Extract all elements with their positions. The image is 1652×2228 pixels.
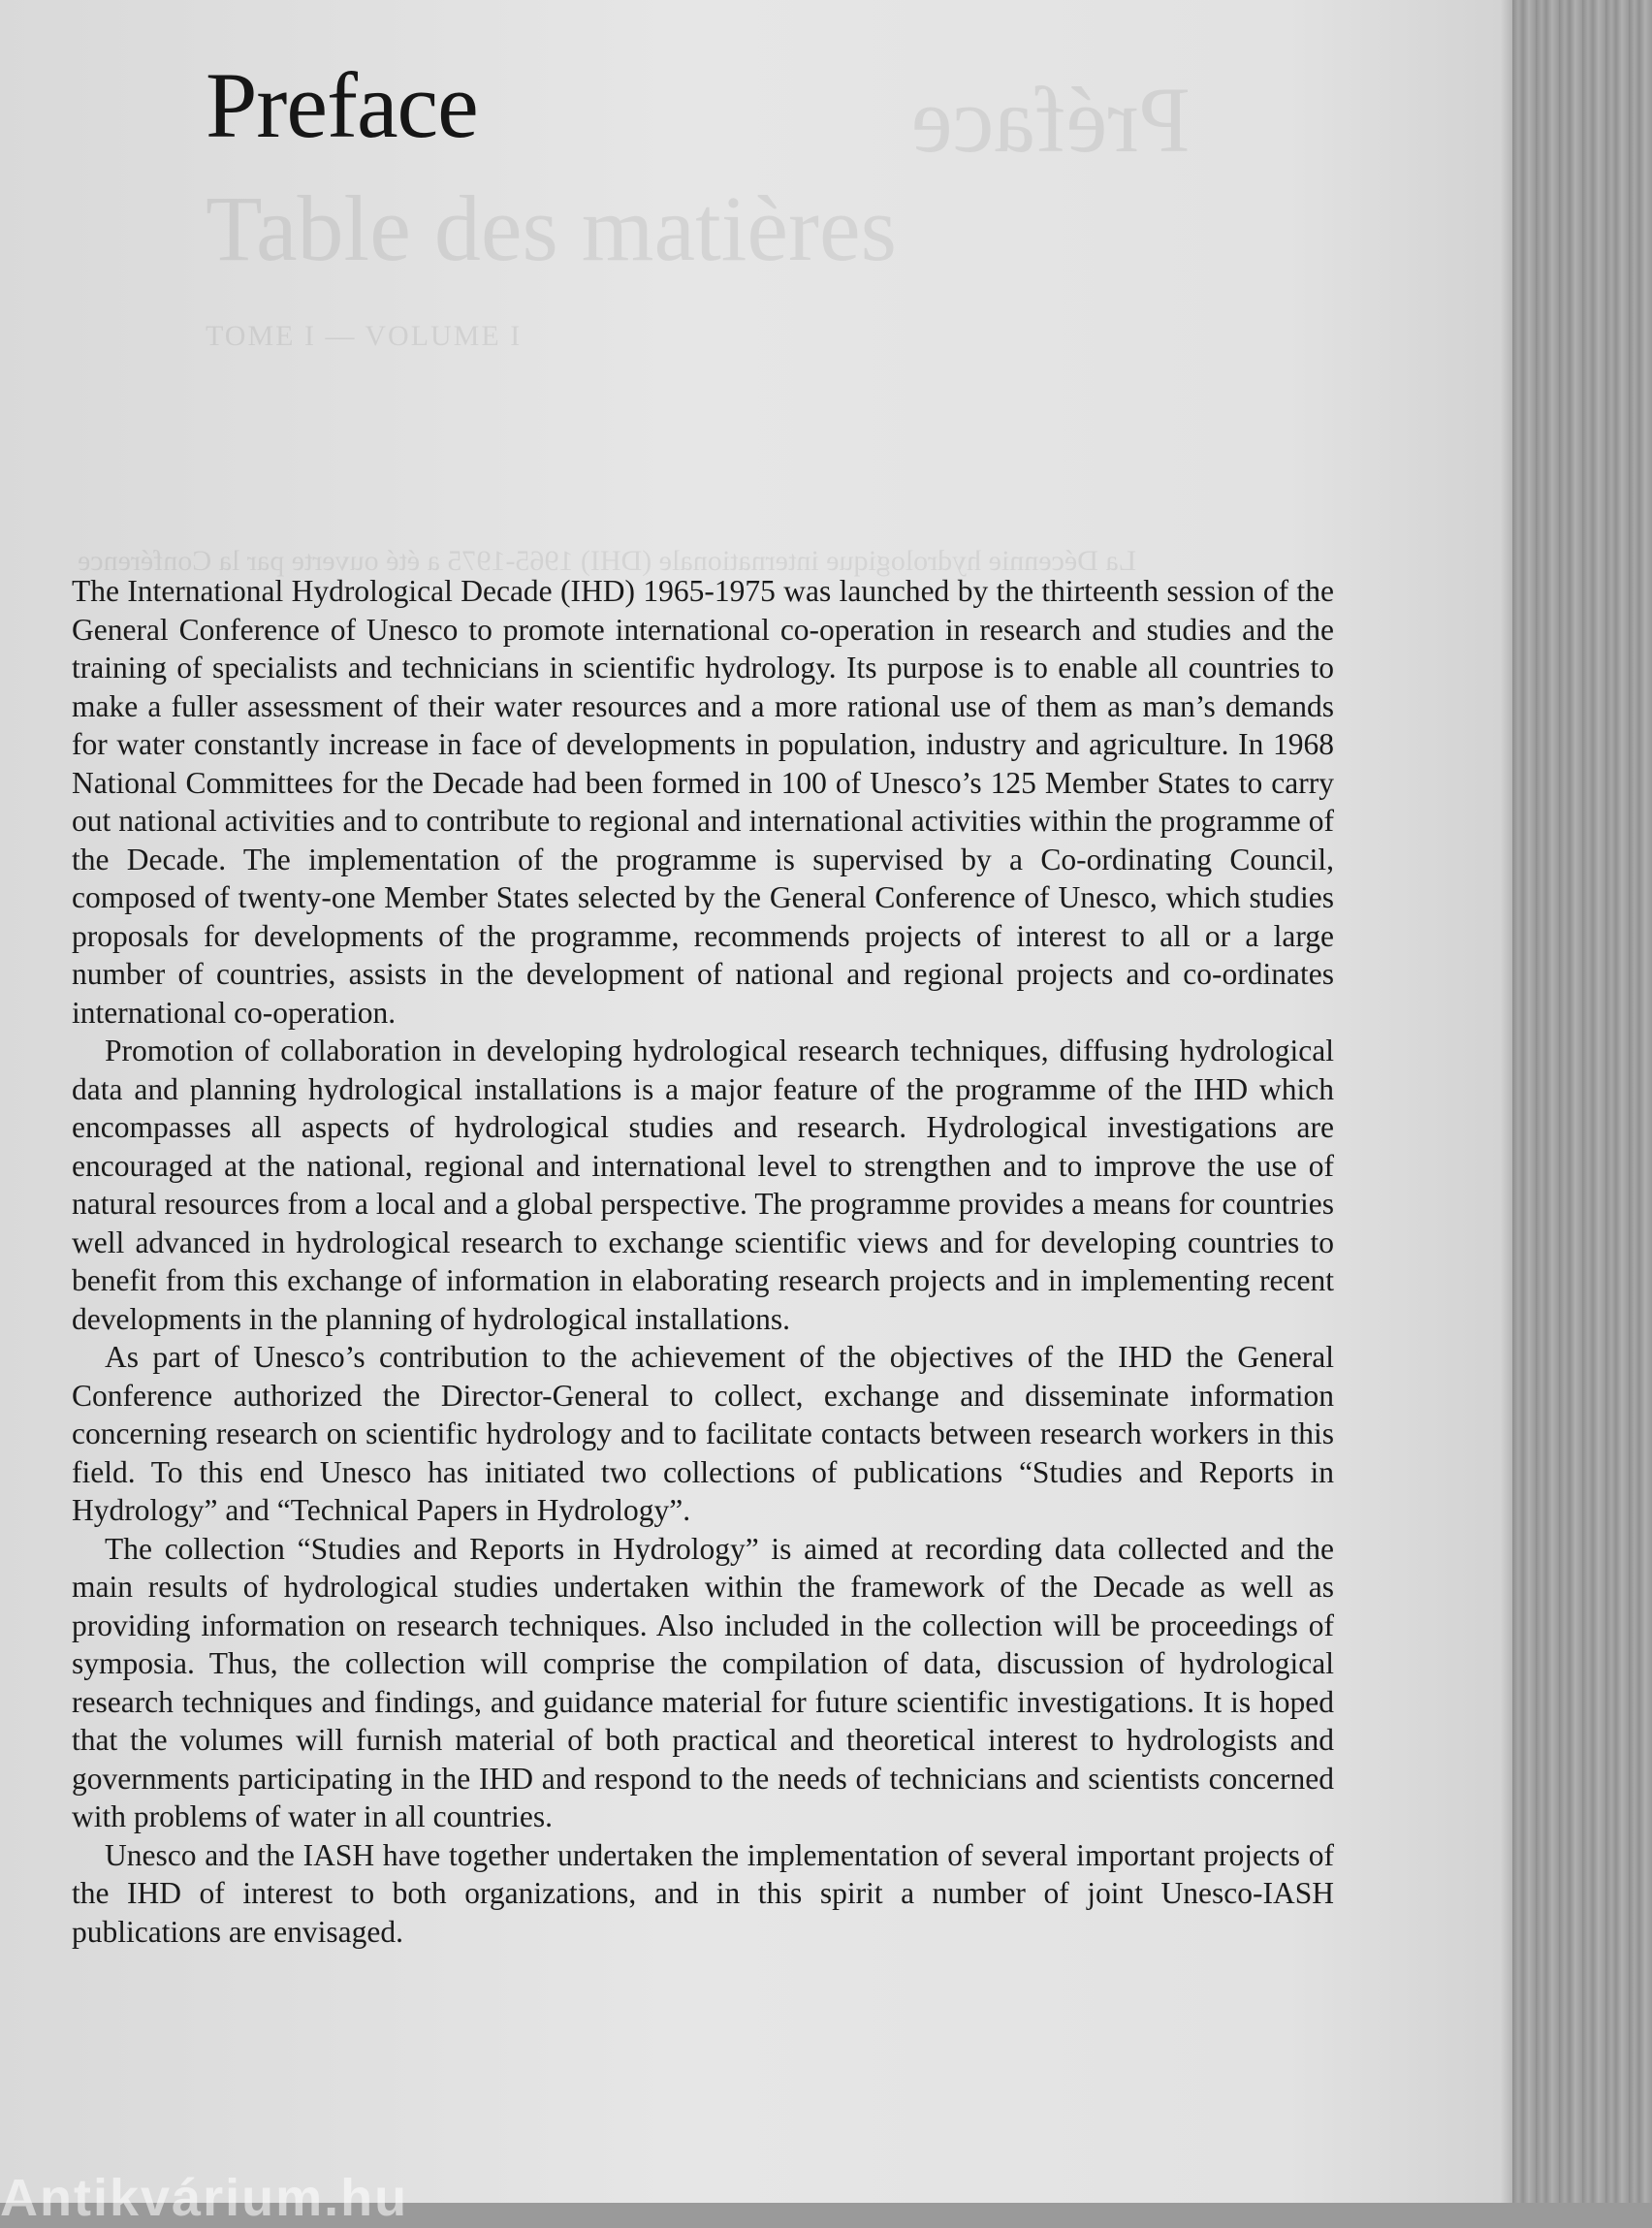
show-through-text: La Décennie hydrologique internationale (DHI) 1965-1975 a été ouverte par la Conférence — [78, 545, 1137, 577]
preface-body — [72, 572, 1334, 1951]
paragraph: As part of Unesco’s contribution to the achievement of the objectives of the IHD the General Conference authorized the Director-General to collect, exchange and disseminate information concerning research on scientific hydrology and to facilitate contacts between research workers in this field. To this end Unesco has initiated two collections of publications “Studies and Reports in Hydrology” and “Technical Papers in Hydrology”. — [72, 1340, 1334, 1527]
book-page-edges — [1512, 0, 1652, 2203]
paragraph: The collection “Studies and Reports in Hydrology” is aimed at recording data collected and the main results of hydrological studies undertaken within the framework of the Decade as well as providing information on research techniques. Also included in the collection will be proceedings of symposia. Thus, the collection will comprise the compilation of data, discussion of hydrological research techniques and findings, and guidance material for future scientific investigations. It is hoped that the volumes will furnish material of both practical and theoretical interest to hydrologists and governments participating in the IHD and respond to the needs of technicians and scientists concerned with problems of water in all countries. — [72, 1531, 1334, 1833]
watermark: Antikvárium.hu — [0, 2169, 409, 2227]
show-through-heading: Table des matières — [206, 176, 897, 280]
show-through-subheading: TOME I — VOLUME I — [206, 320, 523, 352]
paragraph: The International Hydrological Decade (IHD) 1965-1975 was launched by the thirteenth session of the General Conference of Unesco to promote international co-operation in research and studies and the training of specialists and technicians in scientific hydrology. Its purpose is to enable all countries to make a fuller assessment of their water resources and a more rational use of them as man’s demands for water constantly increase in face of developments in population, industry and agriculture. In 1968 National Committees for the Decade had been formed in 100 of Unesco’s 125 Member States to carry out national activities and to contribute to regional and international activities within the programme of the Decade. The implementation of the programme is supervised by a Co-ordinating Council, composed of twenty-one Member States selected by the General Conference of Unesco, which studies proposals for developments of the programme, recommends projects of interest to all or a large number of countries, assists in the development of national and regional projects and co-ordinates international co-operation. — [72, 574, 1334, 1030]
show-through-title: Préface — [911, 68, 1191, 172]
paragraph: Unesco and the IASH have together undertaken the implementation of several important projects of the IHD of interest to both organizations, and in this spirit a number of joint Unesco-IASH publications are envisaged. — [72, 1837, 1334, 1949]
paragraph: Promotion of collaboration in developing hydrological research techniques, diffusing hydrological data and planning hydrological installations is a major feature of the programme of the IHD which encompasses all aspects of hydrological studies and research. Hydrological investigations are encouraged at the national, regional and international level to strengthen and to improve the use of natural resources from a local and a global perspective. The programme provides a means for countries well advanced in hydrological research to exchange scientific views and for developing countries to benefit from this exchange of information in elaborating research projects and in implementing recent developments in the planning of hydrological installations. — [72, 1034, 1334, 1336]
page-title: Preface — [206, 53, 478, 157]
